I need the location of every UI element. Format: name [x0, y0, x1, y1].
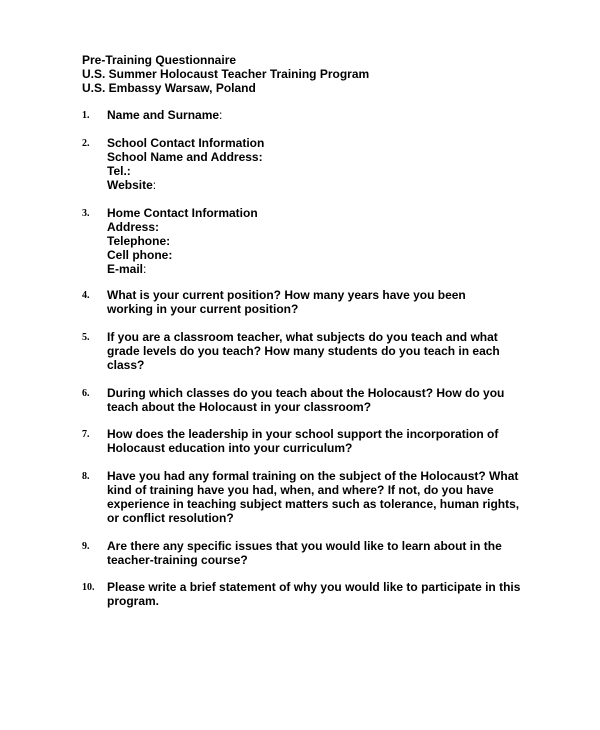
question-text	[107, 136, 527, 192]
question-number: 9.	[82, 541, 90, 552]
question-text: Have you had any formal training on the subject of the Holocaust? What kind of training have you had, when, and where? If not, do you have experience in teaching subject matters such as tolerance, human rights, or conflict resolution?	[107, 469, 520, 525]
document-header	[82, 53, 369, 95]
home-telephone-label: Telephone:	[107, 234, 171, 248]
question-text: What is your current position? How many years have you been working in your current position?	[107, 288, 466, 316]
home-cell-phone-label: Cell phone:	[107, 248, 173, 262]
school-tel-label: Tel.:	[107, 164, 131, 178]
question-number: 10.	[82, 582, 95, 593]
school-name-address-label: School Name and Address:	[107, 150, 263, 164]
question-text: How does the leadership in your school support the incorporation of Holocaust education into your curriculum?	[107, 427, 499, 455]
question-number: 8.	[82, 471, 90, 482]
question-text: Are there any specific issues that you would like to learn about in the teacher-training course?	[107, 539, 502, 567]
question-number: 4.	[82, 290, 90, 301]
question-number: 2.	[82, 138, 90, 149]
question-text: Please write a brief statement of why you would like to participate in this program.	[107, 580, 521, 608]
home-email-label: E-mail:	[107, 262, 147, 276]
question-number: 7.	[82, 429, 90, 440]
embassy-location: U.S. Embassy Warsaw, Poland	[82, 81, 256, 95]
question-text	[107, 206, 527, 276]
question-number: 6.	[82, 388, 90, 399]
school-website-label: Website:	[107, 178, 157, 192]
question-text: During which classes do you teach about the Holocaust? How do you teach about the Holocaust in your classroom?	[107, 386, 505, 414]
section-heading: Home Contact Information	[107, 206, 258, 220]
question-number: 3.	[82, 208, 90, 219]
question-text: Name and Surname:	[107, 108, 223, 122]
program-name: U.S. Summer Holocaust Teacher Training Program	[82, 67, 370, 81]
document-title: Pre-Training Questionnaire	[82, 53, 237, 67]
question-text: If you are a classroom teacher, what subjects do you teach and what grade levels do you teach? How many students do you teach in each class?	[107, 330, 500, 372]
home-address-label: Address:	[107, 220, 160, 234]
question-number: 5.	[82, 332, 90, 343]
section-heading: School Contact Information	[107, 136, 265, 150]
question-number: 1.	[82, 110, 90, 121]
